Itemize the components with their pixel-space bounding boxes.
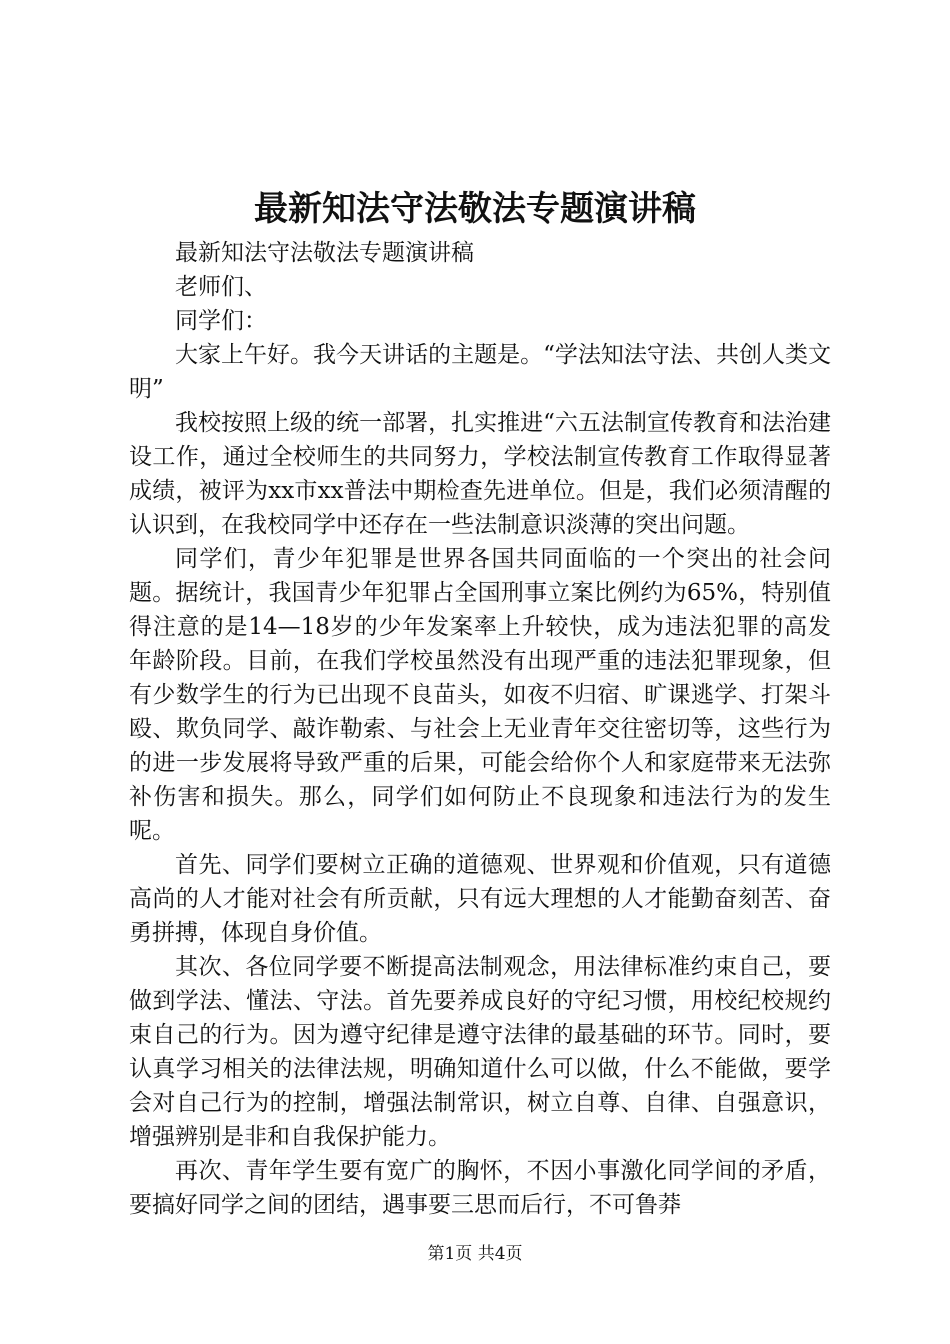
paragraph-youth-crime: 同学们，青少年犯罪是世界各国共同面临的一个突出的社会问题。据统计，我国青少年犯罪占全国刑事立案比例约为65%，特别值得注意的是14—18岁的少年发案率上升较快，成为违法犯罪的高发年龄阶段。目前，在我们学校虽然没有出现严重的违法犯罪现象，但有少数学生的行为已出现不良苗头，如夜不归宿、旷课逃学、打架斗殴、欺负同学、敲诈勒索、与社会上无业青年交往密切等，这些行为的进一步发展将导致严重的后果，可能会给你个人和家庭带来无法弥补伤害和损失。那么，同学们如何防止不良现象和违法行为的发生呢。 (129, 546, 831, 844)
paragraph-salutation-students: 同学们： (175, 308, 267, 334)
paragraph-greeting: 大家上午好。我今天讲话的主题是。“学法知法守法、共创人类文明” (129, 342, 831, 402)
paragraph-salutation-teachers: 老师们、 (175, 274, 267, 300)
page-title: 最新知法守法敬法专题演讲稿 (254, 189, 696, 229)
document-body (129, 236, 831, 1222)
paragraph-subtitle: 最新知法守法敬法专题演讲稿 (175, 240, 474, 266)
page-number-footer: 第1页 共4页 (427, 1244, 523, 1264)
paragraph-third-point: 再次、青年学生要有宽广的胸怀，不因小事激化同学间的矛盾，要搞好同学之间的团结，遇事要三思而后行，不可鲁莽 (129, 1158, 831, 1218)
paragraph-first-point: 首先、同学们要树立正确的道德观、世界观和价值观，只有道德高尚的人才能对社会有所贡献，只有远大理想的人才能勤奋刻苦、奋勇拼搏，体现自身价值。 (129, 852, 831, 946)
paragraph-school-achievement: 我校按照上级的统一部署，扎实推进“六五法制宣传教育和法治建设工作，通过全校师生的共同努力，学校法制宣传教育工作取得显著成绩，被评为xx市xx普法中期检查先进单位。但是，我们必须清醒的认识到，在我校同学中还存在一些法制意识淡薄的突出问题。 (129, 410, 831, 538)
paragraph-second-point: 其次、各位同学要不断提高法制观念，用法律标准约束自己，要做到学法、懂法、守法。首先要养成良好的守纪习惯，用校纪校规约束自己的行为。因为遵守纪律是遵守法律的最基础的环节。同时，要认真学习相关的法律法规，明确知道什么可以做，什么不能做，要学会对自己行为的控制，增强法制常识，树立自尊、自律、自强意识，增强辨别是非和自我保护能力。 (129, 954, 831, 1150)
